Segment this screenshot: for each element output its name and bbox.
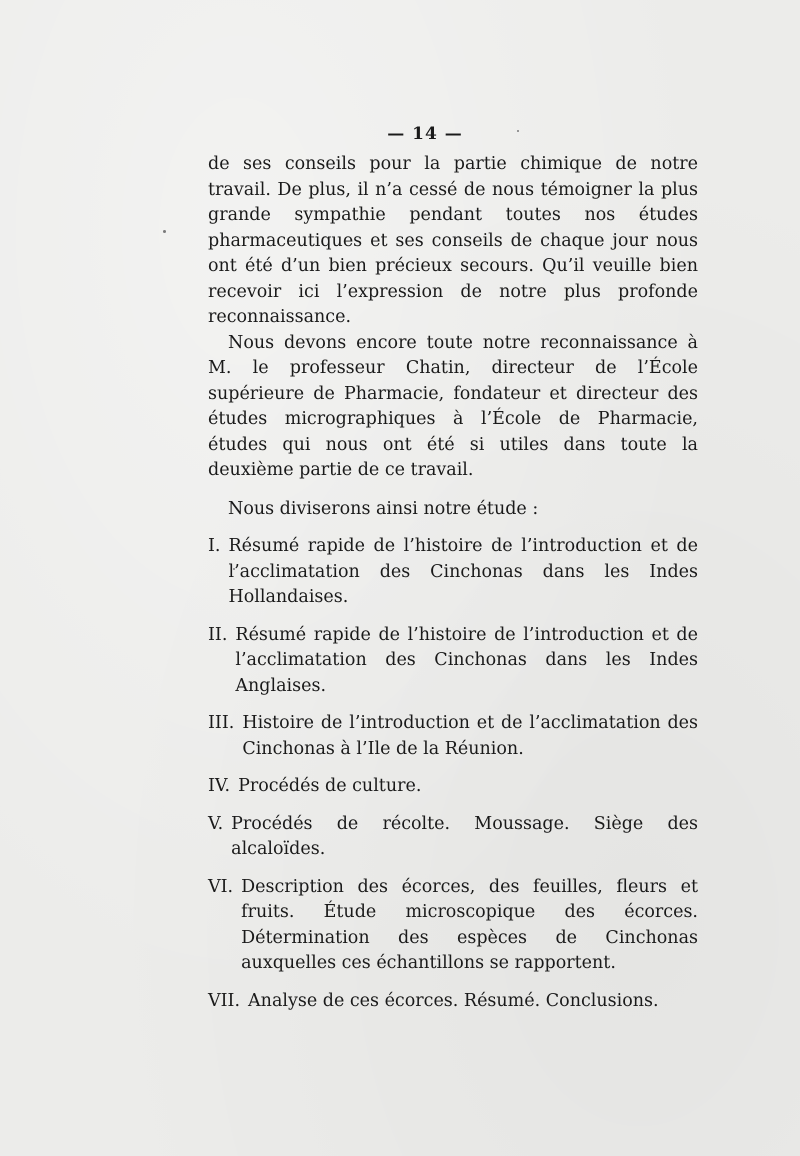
outline-item-text: Procédés de culture. xyxy=(238,776,422,796)
outline-item xyxy=(208,711,698,762)
outline-item xyxy=(208,774,698,800)
page-number: — 14 — xyxy=(387,124,463,144)
outline-item-text: Description des écorces, des feuilles, fleurs et fruits. Étude microscopique des écorces. Détermination des espèces de Cinchonas auxquelles ces échantillons se rapportent. xyxy=(241,876,698,973)
outline-item-number: V. xyxy=(208,813,224,834)
paragraph-acknowledgment-1: de ses conseils pour la partie chimique de notre travail. De plus, il n’a cessé de nous témoigner la plus grande sympathie pendant toutes nos études pharmaceutiques et ses conseils de chaque jour nous ont été d’un bien précieux secours. Qu’il veuille bien recevoir ici l’expression de notre plus profonde reconnaissance. xyxy=(208,154,698,327)
outline-item-text: Résumé rapide de l’histoire de l’introduction et de l’acclimatation des Cinchonas dans les Indes Anglaises. xyxy=(235,624,698,696)
outline-item xyxy=(208,534,698,611)
body-text xyxy=(208,152,698,1026)
outline-item xyxy=(208,875,698,977)
outline-item-number: II. xyxy=(208,624,228,645)
outline-item-number: I. xyxy=(208,536,221,556)
outline-item xyxy=(208,812,698,863)
paper-speck xyxy=(163,230,166,233)
outline-item-text: Procédés de récolte. Moussage. Siège des alcaloïdes. xyxy=(231,813,698,859)
outline-item-number: IV. xyxy=(208,776,231,796)
outline-item-text: Résumé rapide de l’histoire de l’introduction et de l’acclimatation des Cinchonas dans les Indes Hollandaises. xyxy=(228,536,698,607)
outline-item xyxy=(208,989,698,1015)
outline-list xyxy=(208,534,698,1014)
outline-intro: Nous diviserons ainsi notre étude : xyxy=(228,498,539,519)
outline-item-number: VI. xyxy=(208,876,234,897)
outline-item xyxy=(208,623,698,700)
outline-item-text: Histoire de l’introduction et de l’acclimatation des Cinchonas à l’Ile de la Réunion. xyxy=(242,713,698,759)
outline-item-text: Analyse de ces écorces. Résumé. Conclusions. xyxy=(248,990,659,1011)
outline-item-number: III. xyxy=(208,713,235,733)
paragraph-acknowledgment-2: Nous devons encore toute notre reconnaissance à M. le professeur Chatin, directeur de l’École supérieure de Pharmacie, fondateur et directeur des études micrographiques à l’École de Pharmacie, études qui nous ont été si utiles dans toute la deuxième partie de ce travail. xyxy=(208,332,698,480)
outline-item-number: VII. xyxy=(208,990,241,1011)
